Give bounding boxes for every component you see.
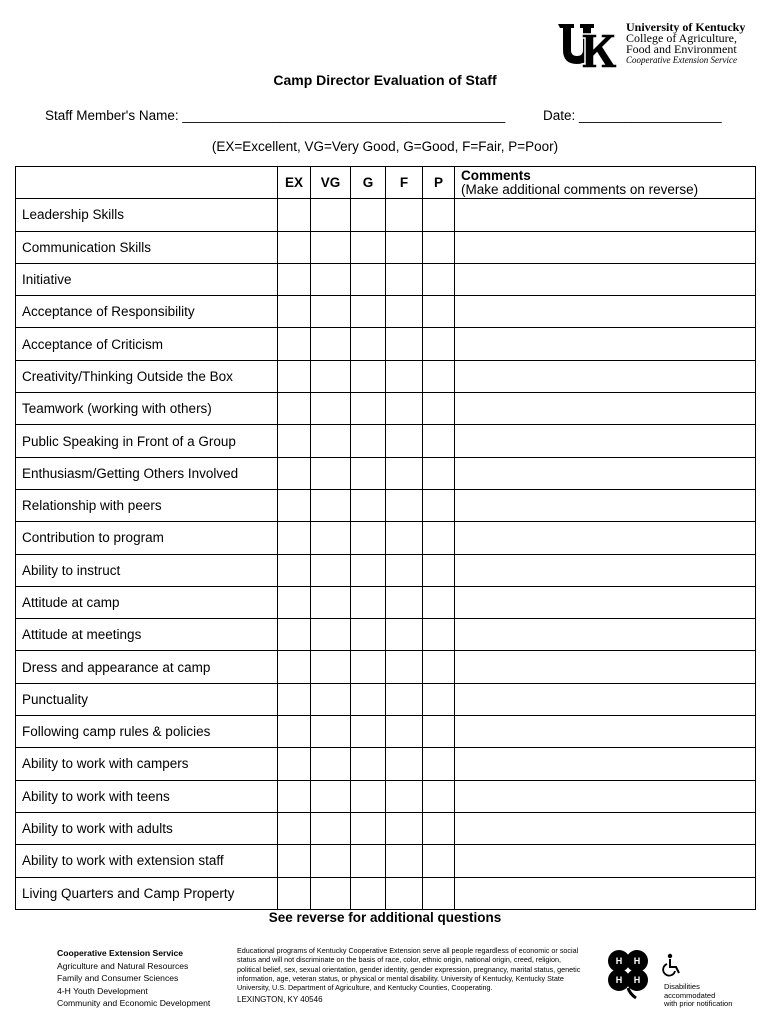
disabilities-line: accommodated — [664, 990, 716, 1000]
header-f: F — [386, 167, 423, 199]
rating-cell-p[interactable] — [423, 780, 455, 812]
header-g: G — [351, 167, 386, 199]
table-row — [16, 716, 756, 748]
rating-cell-f[interactable] — [386, 393, 423, 425]
rating-cell-p[interactable] — [423, 393, 455, 425]
rating-cell-f[interactable] — [386, 877, 423, 909]
rating-cell-g[interactable] — [351, 522, 386, 554]
comments-cell[interactable] — [455, 716, 756, 748]
wheelchair-icon — [662, 953, 682, 977]
rating-cell-vg[interactable] — [311, 263, 351, 295]
table-row — [16, 393, 756, 425]
rating-cell-ex[interactable] — [278, 231, 311, 263]
rating-cell-p[interactable] — [423, 263, 455, 295]
rating-cell-vg[interactable] — [311, 683, 351, 715]
disabilities-line: Disabilities — [664, 982, 700, 991]
rating-cell-f[interactable] — [386, 231, 423, 263]
criteria-label: Ability to instruct — [16, 554, 278, 586]
rating-cell-ex[interactable] — [278, 683, 311, 715]
rating-cell-vg[interactable] — [311, 328, 351, 360]
table-row — [16, 780, 756, 812]
comments-cell[interactable] — [455, 457, 756, 489]
rating-cell-f[interactable] — [386, 716, 423, 748]
rating-cell-p[interactable] — [423, 877, 455, 909]
rating-cell-p[interactable] — [423, 328, 455, 360]
rating-cell-ex[interactable] — [278, 425, 311, 457]
logo-line-college: College of Agriculture, — [626, 31, 737, 45]
footer-program-line: Family and Consumer Sciences — [57, 973, 179, 983]
rating-cell-vg[interactable] — [311, 360, 351, 392]
rating-cell-vg[interactable] — [311, 651, 351, 683]
logo-line-food: Food and Environment — [626, 42, 737, 56]
rating-cell-ex[interactable] — [278, 748, 311, 780]
svg-text:H: H — [615, 956, 623, 966]
rating-cell-g[interactable] — [351, 296, 386, 328]
rating-cell-p[interactable] — [423, 812, 455, 844]
rating-cell-ex[interactable] — [278, 877, 311, 909]
comments-cell[interactable] — [455, 328, 756, 360]
comments-cell[interactable] — [455, 425, 756, 457]
svg-text:H: H — [633, 975, 641, 985]
rating-cell-g[interactable] — [351, 586, 386, 618]
comments-cell[interactable] — [455, 522, 756, 554]
comments-cell[interactable] — [455, 360, 756, 392]
criteria-label: Attitude at camp — [16, 586, 278, 618]
criteria-label: Dress and appearance at camp — [16, 651, 278, 683]
rating-cell-vg[interactable] — [311, 877, 351, 909]
rating-cell-g[interactable] — [351, 360, 386, 392]
comments-cell[interactable] — [455, 845, 756, 877]
rating-cell-ex[interactable] — [278, 457, 311, 489]
rating-cell-g[interactable] — [351, 328, 386, 360]
comments-cell[interactable] — [455, 296, 756, 328]
disclaimer-text: Educational programs of Kentucky Cooperative Extension serve all people regardless of economic or social status and will not discriminate on the basis of race, color, ethnic origin, national origin, creed, religion, political belief, sex, sexual orientation, gender identity, gender expression, pregnancy, marital status, genetic information, age, veteran status, or physical or mental disability. University of Kentucky, Kentucky State University, U.S. Department of Agriculture, and Kentucky Counties, Cooperating. — [237, 946, 581, 993]
table-row — [16, 522, 756, 554]
rating-cell-p[interactable] — [423, 716, 455, 748]
header-comments — [455, 167, 756, 199]
criteria-label: Ability to work with campers — [16, 748, 278, 780]
footer-program-line: 4-H Youth Development — [57, 985, 148, 996]
rating-cell-g[interactable] — [351, 812, 386, 844]
rating-cell-f[interactable] — [386, 554, 423, 586]
rating-cell-g[interactable] — [351, 425, 386, 457]
comments-cell[interactable] — [455, 231, 756, 263]
table-row — [16, 586, 756, 618]
comments-cell[interactable] — [455, 619, 756, 651]
rating-cell-g[interactable] — [351, 393, 386, 425]
rating-cell-p[interactable] — [423, 489, 455, 521]
table-row — [16, 812, 756, 844]
rating-cell-vg[interactable] — [311, 780, 351, 812]
rating-cell-vg[interactable] — [311, 457, 351, 489]
header-ex: EX — [278, 167, 311, 199]
table-row — [16, 489, 756, 521]
table-row — [16, 231, 756, 263]
uk-logo-icon — [556, 20, 620, 70]
rating-cell-f[interactable] — [386, 489, 423, 521]
see-reverse-note: See reverse for additional questions — [268, 910, 502, 925]
rating-cell-ex[interactable] — [278, 296, 311, 328]
date-field[interactable]: Date: ___________________ — [543, 108, 722, 123]
comments-cell[interactable] — [455, 651, 756, 683]
rating-cell-g[interactable] — [351, 457, 386, 489]
rating-cell-f[interactable] — [386, 651, 423, 683]
comments-cell[interactable] — [455, 683, 756, 715]
comments-cell[interactable] — [455, 263, 756, 295]
rating-cell-vg[interactable] — [311, 716, 351, 748]
svg-text:H: H — [633, 956, 641, 966]
rating-cell-p[interactable] — [423, 651, 455, 683]
rating-cell-g[interactable] — [351, 263, 386, 295]
rating-cell-f[interactable] — [386, 328, 423, 360]
criteria-label: Enthusiasm/Getting Others Involved — [16, 457, 278, 489]
rating-cell-ex[interactable] — [278, 328, 311, 360]
comments-cell[interactable] — [455, 812, 756, 844]
header-vg: VG — [311, 167, 351, 199]
rating-cell-p[interactable] — [423, 845, 455, 877]
rating-cell-f[interactable] — [386, 263, 423, 295]
comments-subtitle: (Make additional comments on reverse) — [461, 181, 699, 197]
rating-cell-vg[interactable] — [311, 586, 351, 618]
rating-cell-ex[interactable] — [278, 263, 311, 295]
criteria-label: Public Speaking in Front of a Group — [16, 425, 278, 457]
table-row — [16, 651, 756, 683]
table-row — [16, 425, 756, 457]
rating-cell-f[interactable] — [386, 522, 423, 554]
rating-cell-vg[interactable] — [311, 231, 351, 263]
rating-cell-p[interactable] — [423, 586, 455, 618]
rating-cell-p[interactable] — [423, 231, 455, 263]
evaluation-table — [15, 166, 756, 910]
rating-cell-vg[interactable] — [311, 296, 351, 328]
rating-cell-g[interactable] — [351, 554, 386, 586]
rating-cell-vg[interactable] — [311, 425, 351, 457]
criteria-label: Punctuality — [16, 683, 278, 715]
logo-text — [626, 22, 745, 66]
criteria-label: Creativity/Thinking Outside the Box — [16, 360, 278, 392]
footer-disclaimer — [237, 946, 582, 1005]
comments-cell[interactable] — [455, 780, 756, 812]
disabilities-note — [664, 983, 732, 1009]
rating-cell-vg[interactable] — [311, 812, 351, 844]
comments-cell[interactable] — [455, 554, 756, 586]
rating-cell-f[interactable] — [386, 425, 423, 457]
comments-cell[interactable] — [455, 199, 756, 231]
criteria-label: Teamwork (working with others) — [16, 393, 278, 425]
rating-cell-f[interactable] — [386, 457, 423, 489]
rating-cell-vg[interactable] — [311, 199, 351, 231]
rating-cell-ex[interactable] — [278, 522, 311, 554]
rating-cell-g[interactable] — [351, 489, 386, 521]
rating-cell-f[interactable] — [386, 812, 423, 844]
rating-cell-ex[interactable] — [278, 716, 311, 748]
comments-cell[interactable] — [455, 489, 756, 521]
table-row — [16, 263, 756, 295]
rating-cell-ex[interactable] — [278, 812, 311, 844]
table-row — [16, 199, 756, 231]
rating-cell-p[interactable] — [423, 457, 455, 489]
table-row — [16, 328, 756, 360]
rating-cell-vg[interactable] — [311, 489, 351, 521]
rating-cell-f[interactable] — [386, 360, 423, 392]
rating-cell-p[interactable] — [423, 748, 455, 780]
table-row — [16, 457, 756, 489]
rating-cell-ex[interactable] — [278, 554, 311, 586]
rating-cell-f[interactable] — [386, 780, 423, 812]
criteria-label: Leadership Skills — [16, 199, 278, 231]
comments-cell[interactable] — [455, 393, 756, 425]
footer-city: LEXINGTON, KY 40546 — [237, 995, 323, 1005]
criteria-label: Acceptance of Responsibility — [16, 296, 278, 328]
criteria-label: Ability to work with extension staff — [16, 845, 278, 877]
criteria-label: Communication Skills — [16, 231, 278, 263]
rating-cell-f[interactable] — [386, 845, 423, 877]
rating-cell-ex[interactable] — [278, 393, 311, 425]
footer-program-line: Community and Economic Development — [57, 998, 211, 1008]
footer-program-line: Cooperative Extension Service — [57, 948, 184, 958]
rating-cell-p[interactable] — [423, 522, 455, 554]
rating-cell-ex[interactable] — [278, 619, 311, 651]
criteria-label: Relationship with peers — [16, 489, 278, 521]
rating-cell-ex[interactable] — [278, 651, 311, 683]
four-h-clover-icon — [600, 944, 656, 1000]
rating-cell-g[interactable] — [351, 651, 386, 683]
rating-cell-p[interactable] — [423, 554, 455, 586]
comments-title: Comments — [461, 167, 531, 183]
rating-cell-p[interactable] — [423, 296, 455, 328]
rating-cell-p[interactable] — [423, 360, 455, 392]
rating-cell-vg[interactable] — [311, 393, 351, 425]
rating-cell-g[interactable] — [351, 199, 386, 231]
staff-name-field[interactable]: Staff Member's Name: ___________________________________________ — [45, 108, 506, 123]
page-title: Camp Director Evaluation of Staff — [273, 72, 497, 88]
table-row — [16, 296, 756, 328]
criteria-label: Living Quarters and Camp Property — [16, 877, 278, 909]
rating-cell-ex[interactable] — [278, 586, 311, 618]
header-criteria — [16, 167, 278, 199]
rating-cell-f[interactable] — [386, 199, 423, 231]
rating-cell-g[interactable] — [351, 780, 386, 812]
criteria-label: Attitude at meetings — [16, 619, 278, 651]
disabilities-line: with prior notification — [664, 999, 733, 1008]
rating-cell-f[interactable] — [386, 683, 423, 715]
table-row — [16, 360, 756, 392]
rating-cell-g[interactable] — [351, 683, 386, 715]
rating-cell-vg[interactable] — [311, 619, 351, 651]
rating-cell-f[interactable] — [386, 619, 423, 651]
table-header-row — [16, 167, 756, 199]
rating-cell-ex[interactable] — [278, 360, 311, 392]
rating-cell-p[interactable] — [423, 425, 455, 457]
rating-cell-g[interactable] — [351, 877, 386, 909]
header-p: P — [423, 167, 455, 199]
table-row — [16, 619, 756, 651]
rating-cell-g[interactable] — [351, 748, 386, 780]
table-row — [16, 748, 756, 780]
table-row — [16, 683, 756, 715]
table-row — [16, 845, 756, 877]
rating-cell-f[interactable] — [386, 748, 423, 780]
rating-cell-vg[interactable] — [311, 748, 351, 780]
rating-cell-g[interactable] — [351, 231, 386, 263]
rating-legend: (EX=Excellent, VG=Very Good, G=Good, F=Fair, P=Poor) — [211, 139, 559, 154]
logo-line-university: University of Kentucky — [626, 20, 746, 34]
comments-cell[interactable] — [455, 748, 756, 780]
rating-cell-p[interactable] — [423, 683, 455, 715]
criteria-label: Initiative — [16, 263, 278, 295]
footer-programs — [57, 947, 210, 1010]
table-row — [16, 877, 756, 909]
rating-cell-f[interactable] — [386, 296, 423, 328]
uk-logo — [556, 20, 756, 72]
criteria-label: Ability to work with teens — [16, 780, 278, 812]
svg-text:H: H — [615, 975, 623, 985]
criteria-label: Acceptance of Criticism — [16, 328, 278, 360]
footer-program-line: Agriculture and Natural Resources — [57, 960, 189, 971]
rating-cell-ex[interactable] — [278, 489, 311, 521]
criteria-label: Ability to work with adults — [16, 812, 278, 844]
logo-line-extension: Cooperative Extension Service — [626, 55, 737, 65]
rating-cell-p[interactable] — [423, 619, 455, 651]
rating-cell-ex[interactable] — [278, 780, 311, 812]
rating-cell-ex[interactable] — [278, 199, 311, 231]
rating-cell-vg[interactable] — [311, 554, 351, 586]
rating-cell-g[interactable] — [351, 845, 386, 877]
comments-cell[interactable] — [455, 877, 756, 909]
rating-cell-p[interactable] — [423, 199, 455, 231]
rating-cell-vg[interactable] — [311, 522, 351, 554]
comments-cell[interactable] — [455, 586, 756, 618]
criteria-label: Following camp rules & policies — [16, 716, 278, 748]
criteria-label: Contribution to program — [16, 522, 278, 554]
rating-cell-f[interactable] — [386, 586, 423, 618]
rating-cell-ex[interactable] — [278, 845, 311, 877]
rating-cell-g[interactable] — [351, 716, 386, 748]
rating-cell-vg[interactable] — [311, 845, 351, 877]
table-row — [16, 554, 756, 586]
rating-cell-g[interactable] — [351, 619, 386, 651]
